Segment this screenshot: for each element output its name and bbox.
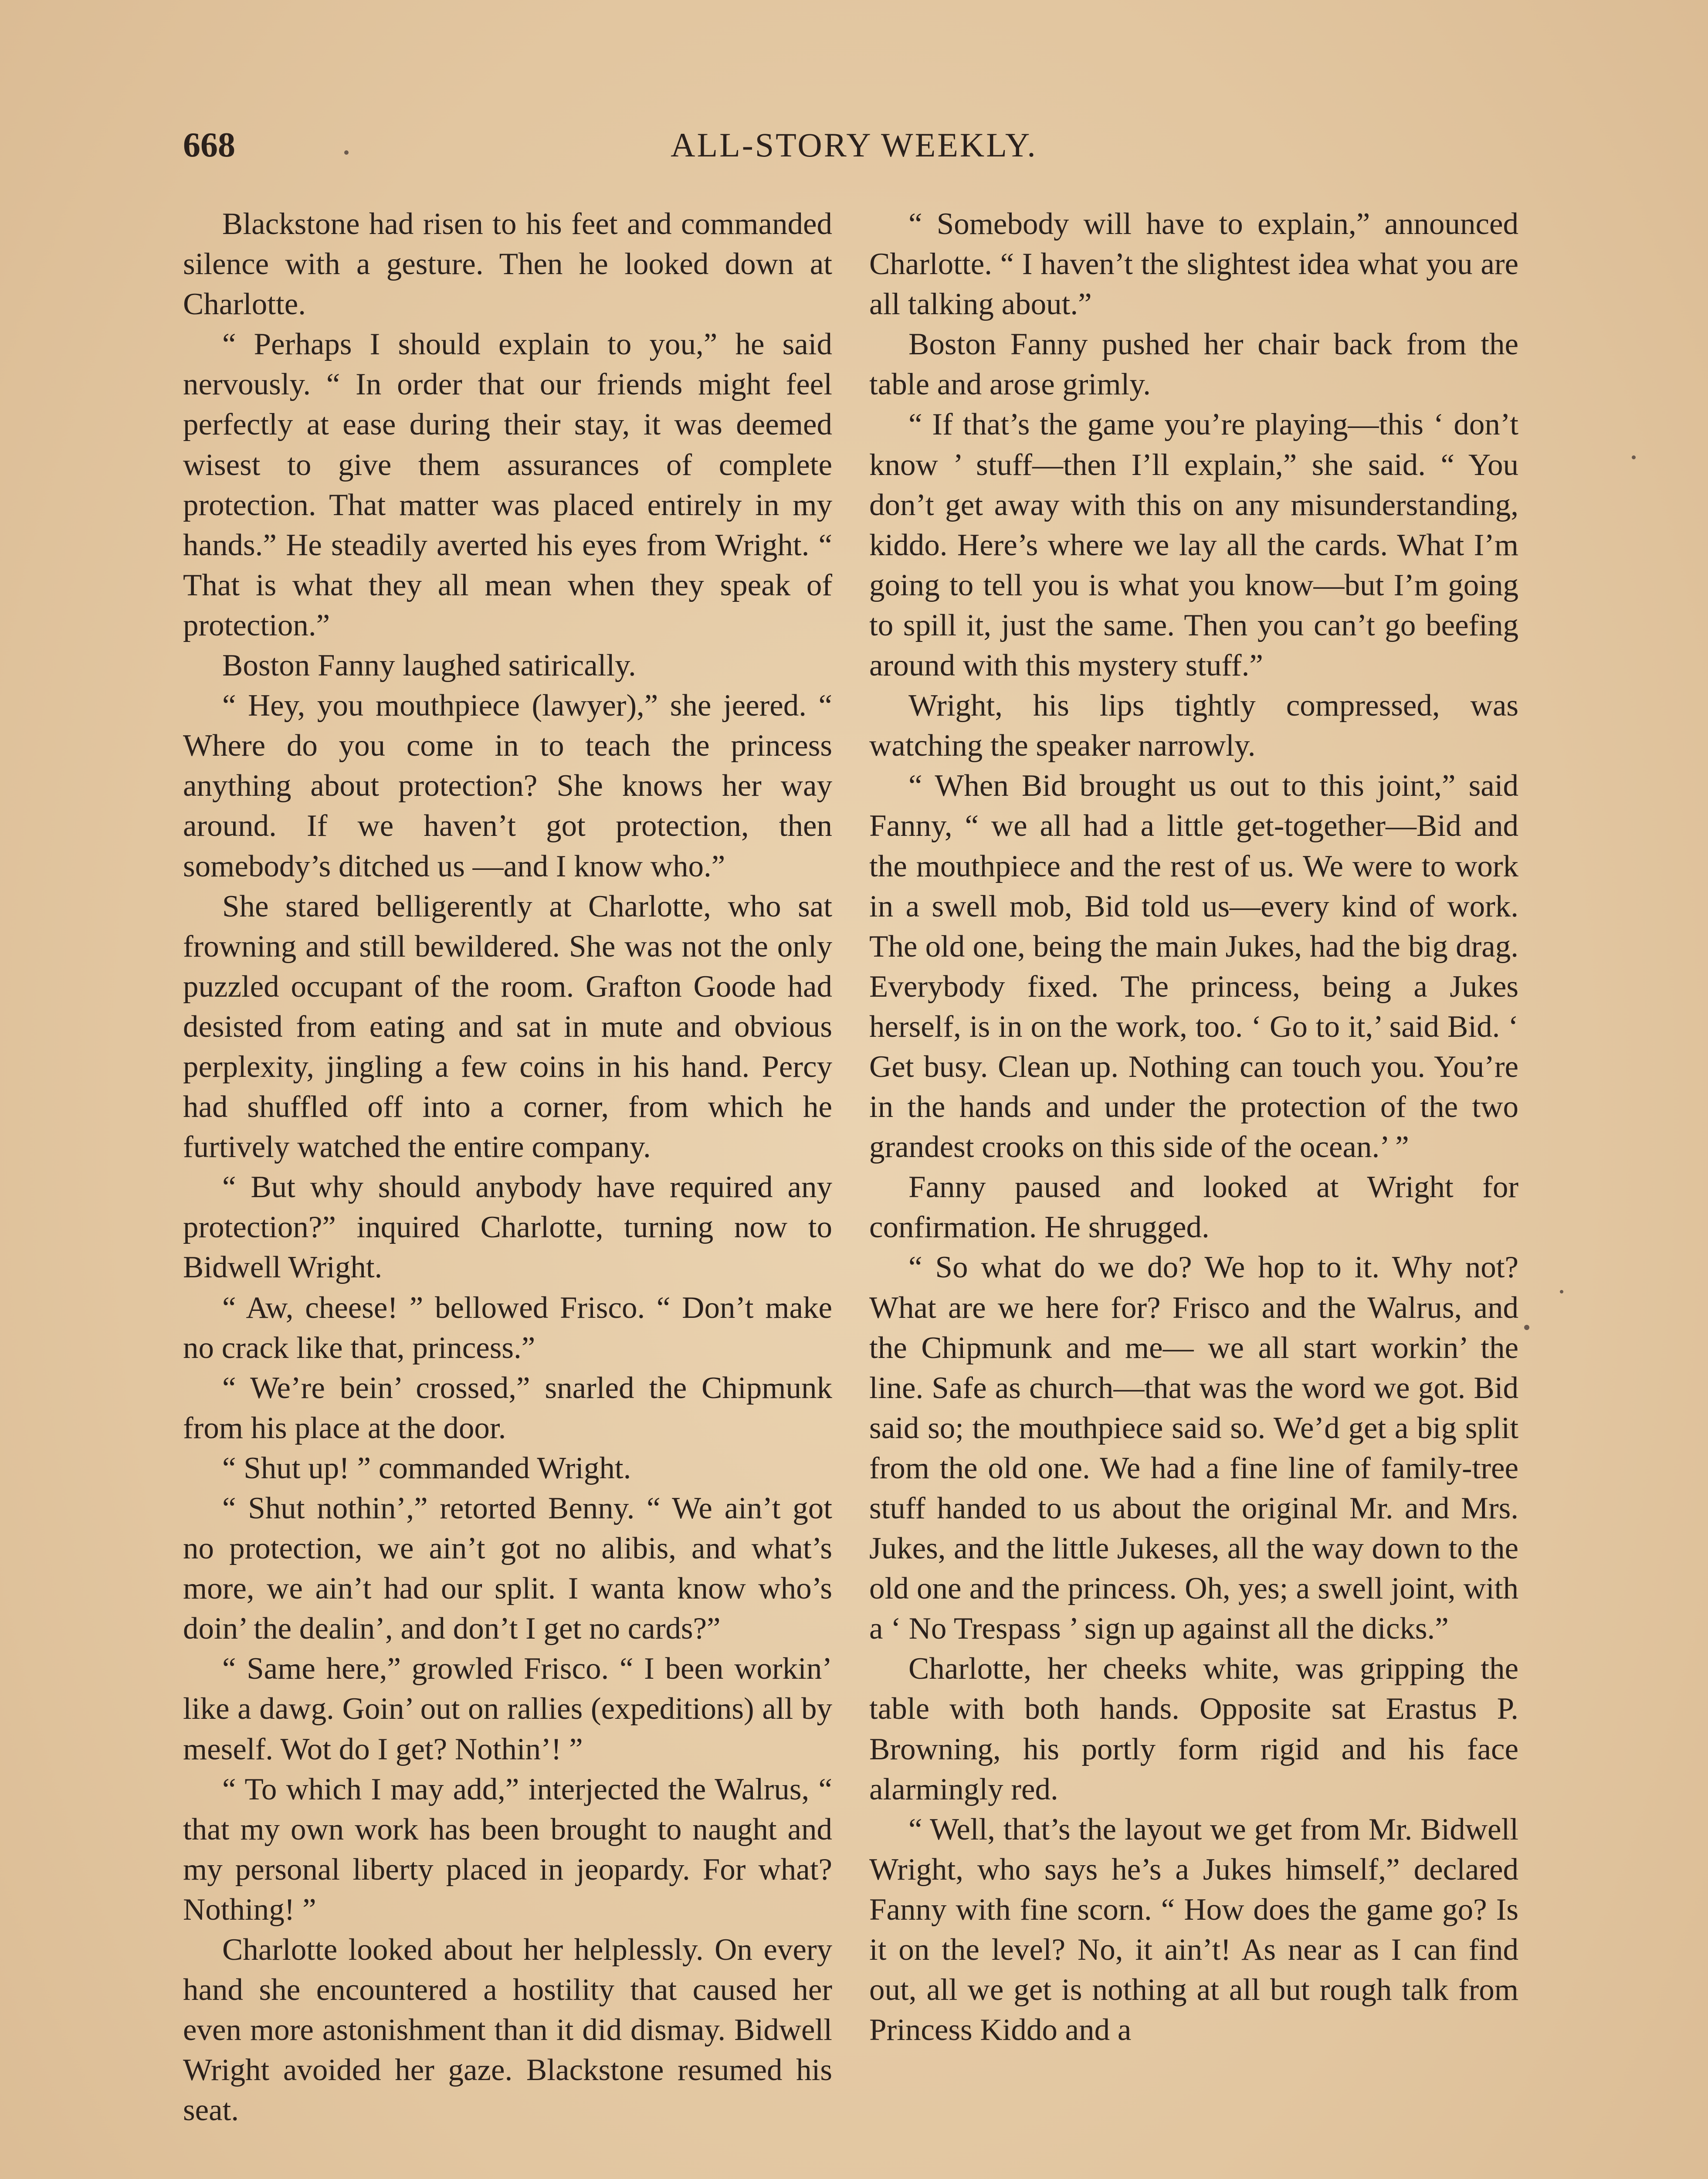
paragraph: “ Shut nothin’,” retorted Benny. “ We ain’t got no protection, we ain’t got no alibis, and what’s more, we ain’t had our split. I wanta know who’s doin’ the dealin’, and don’t I get no cards?” [183,1491,832,1646]
left-column [183,204,832,2131]
ink-speck [1632,455,1636,459]
ink-speck [1524,1325,1529,1330]
paragraph: “ So what do we do? We hop to it. Why not? What are we here for? Frisco and the Walrus, and the Chipmunk and me— we all start workin’ the line. Safe as church—that was the word we got. Bid said so; the mouthpiece said so. We’d get a big split from the old one. We had a fine line of family-tree stuff handed to us about the original Mr. and Mrs. Jukes, and the little Jukeses, all the way down to the old one and the princess. Oh, yes; a swell joint, with a ‘ No Trespass ’ sign up against all the dicks.” [869,1250,1518,1646]
page-header [183,126,1525,173]
running-title: ALL-STORY WEEKLY. [671,126,1037,164]
paragraph: Charlotte looked about her helplessly. On every hand she encountered a hostility that caused her even more astonishment than it did dismay. Bidwell Wright avoided her gaze. Blackstone resumed his seat. [183,1933,832,2128]
paragraph: Charlotte, her cheeks white, was gripping the table with both hands. Opposite sat Erastus P. Browning, his portly form rigid and his face alarmingly red. [869,1652,1518,1806]
paragraph: Fanny paused and looked at Wright for confirmation. He shrugged. [869,1170,1518,1245]
paragraph: “ We’re bein’ crossed,” snarled the Chipmunk from his place at the door. [183,1371,832,1445]
paragraph: She stared belligerently at Charlotte, who sat frowning and still bewildered. She was not the only puzzled occupant of the room. Grafton Goode had desisted from eating and sat in mute and obvious perplexity, jingling a few coins in his hand. Percy had shuffled off into a corner, from which he furtively watched the entire company. [183,889,832,1164]
page-number: 668 [183,126,235,164]
paragraph: “ Aw, cheese! ” bellowed Frisco. “ Don’t make no crack like that, princess.” [183,1290,832,1365]
paragraph: “ Shut up! ” commanded Wright. [222,1451,631,1485]
right-column [869,204,1518,2050]
paragraph: “ But why should anybody have required any protection?” inquired Charlotte, turning now to Bidwell Wright. [183,1170,832,1285]
ink-speck [1560,1290,1563,1293]
paragraph: “ Hey, you mouthpiece (lawyer),” she jeered. “ Where do you come in to teach the princess anything about protection? She knows her way around. If we haven’t got protection, then somebody’s ditched us —and I know who.” [183,689,832,883]
paragraph: “ Perhaps I should explain to you,” he said nervously. “ In order that our friends might feel perfectly at ease during their stay, it was deemed wisest to give them assurances of complete protection. That matter was placed entirely in my hands.” He steadily averted his eyes from Wright. “ That is what they all mean when they speak of protection.” [183,327,832,642]
paragraph: Wright, his lips tightly compressed, was watching the speaker narrowly. [869,689,1518,763]
ink-speck [344,150,349,155]
paragraph: “ To which I may add,” interjected the Walrus, “ that my own work has been brought to naught and my personal liberty placed in jeopardy. For what? Nothing! ” [183,1772,832,1927]
paragraph: “ If that’s the game you’re playing—this ‘ don’t know ’ stuff—then I’ll explain,” she said. “ You don’t get away with this on any misunderstanding, kiddo. Here’s where we lay all the cards. What I’m going to tell you is what you know—but I’m going to spill it, just the same. Then you can’t go beefing around with this mystery stuff.” [869,407,1518,683]
paragraph: “ Somebody will have to explain,” announced Charlotte. “ I haven’t the slightest idea what you are all talking about.” [869,207,1518,322]
paragraph: Boston Fanny laughed satirically. [222,648,636,683]
paragraph: Blackstone had risen to his feet and commanded silence with a gesture. Then he looked down at Charlotte. [183,207,832,322]
paragraph: “ Well, that’s the layout we get from Mr. Bidwell Wright, who says he’s a Jukes himself,” declared Fanny with fine scorn. “ How does the game go? Is it on the level? No, it ain’t! As near as I can find out, all we get is nothing at all but rough talk from Princess Kiddo and a [869,1812,1518,2047]
paragraph: “ Same here,” growled Frisco. “ I been workin’ like a dawg. Goin’ out on rallies (expeditions) all by meself. Wot do I get? Nothin’! ” [183,1652,832,1766]
paragraph: “ When Bid brought us out to this joint,” said Fanny, “ we all had a little get-together—Bid and the mouthpiece and the rest of us. We were to work in a swell mob, Bid told us—every kind of work. The old one, being the main Jukes, had the big drag. Everybody fixed. The princess, being a Jukes herself, is in on the work, too. ‘ Go to it,’ said Bid. ‘ Get busy. Clean up. Nothing can touch you. You’re in the hands and under the protection of the two grandest crooks on this side of the ocean.’ ” [869,769,1518,1164]
paragraph: Boston Fanny pushed her chair back from the table and arose grimly. [869,327,1518,402]
